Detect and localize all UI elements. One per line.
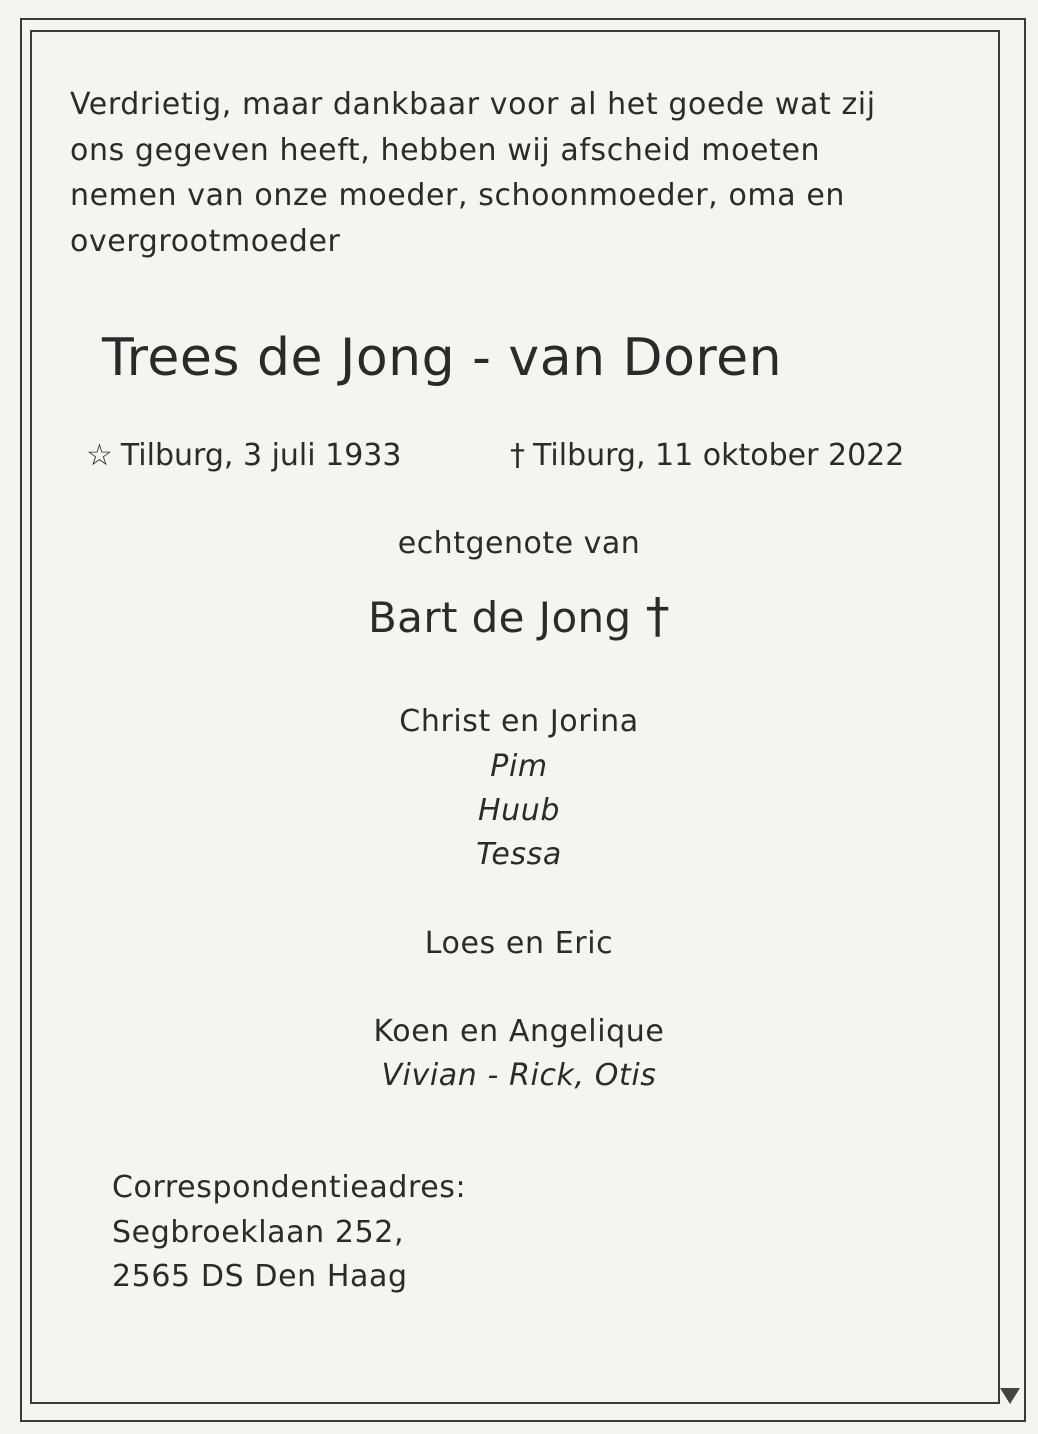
arrow-down-icon: [1000, 1388, 1020, 1404]
family-line: Vivian - Rick, Otis: [381, 1058, 657, 1093]
intro-line: Verdrietig, maar dankbaar voor al het goede wat zij: [70, 87, 876, 122]
spouse-intro: echtgenote van: [397, 526, 641, 561]
cross-icon: †: [645, 588, 671, 644]
family-line: Loes en Eric: [424, 926, 614, 961]
family-line: Pim: [490, 749, 548, 784]
intro-line: ons gegeven heeft, hebben wij afscheid moeten: [70, 132, 821, 168]
cross-icon: †: [510, 438, 525, 473]
address-line: 2565 DS Den Haag: [112, 1259, 408, 1294]
intro-line: overgrootmoeder: [70, 223, 341, 259]
family-line: Huub: [477, 793, 561, 828]
spouse-name: Bart de Jong: [367, 593, 632, 642]
birth-text: Tilburg, 3 juli 1933: [120, 438, 402, 473]
birth-info: [86, 438, 401, 473]
spouse-line: [0, 588, 1038, 644]
correspondence-address: [112, 1166, 466, 1300]
address-line: Correspondentieadres:: [112, 1170, 467, 1205]
family-line: Christ en Jorina: [399, 704, 639, 739]
deceased-name: Trees de Jong - van Doren: [102, 328, 783, 388]
family-line: Tessa: [476, 837, 562, 872]
death-info: [510, 438, 904, 473]
star-icon: ☆: [86, 438, 113, 473]
intro-line: nemen van onze moeder, schoonmoeder, oma en: [70, 178, 846, 213]
intro-text: [70, 82, 970, 264]
family-line: Koen en Angelique: [373, 1014, 665, 1049]
death-text: Tilburg, 11 oktober 2022: [533, 438, 905, 473]
address-line: Segbroeklaan 252,: [112, 1214, 405, 1250]
